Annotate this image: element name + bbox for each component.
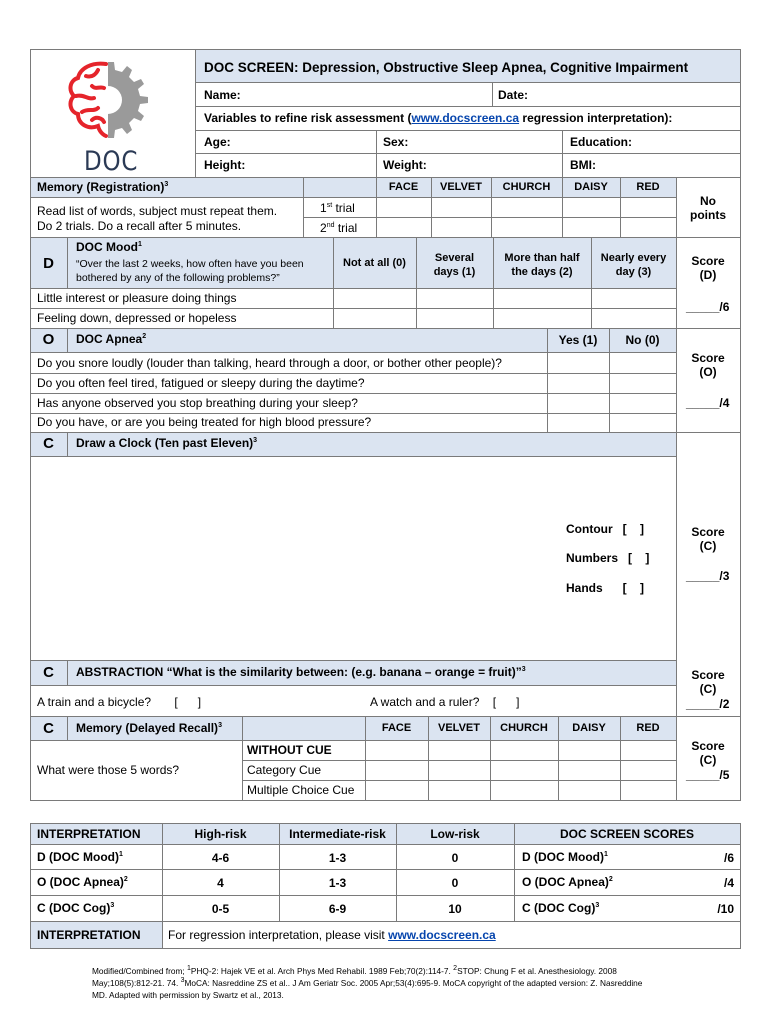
clock-numbers[interactable]: Numbers [ ]: [566, 551, 650, 565]
apnea-question-breathing: Has anyone observed you stop breathing during your sleep?: [37, 396, 358, 410]
recall-question: What were those 5 words?: [37, 763, 180, 777]
height-label: Height:: [204, 158, 246, 172]
registration-instruction-1: Read list of words, subject must repeat them.: [37, 204, 278, 218]
footnote-line-2: May;108(5):812-21. 74. $^3$MoCA: Nasreddine ZS et al.. J Am Geriatr Soc. 2005 Apr;53(4):695-9. MoCA copyright of the adapted version: Z. Nasreddine: [92, 977, 643, 988]
recall-word-daisy: DAISY: [572, 722, 606, 734]
apnea-title: DOC Apnea$^2$: [76, 332, 147, 346]
sex-label: Sex:: [383, 135, 409, 149]
clock-drawing-area[interactable]: [31, 457, 551, 659]
no-points-label: No points: [690, 194, 726, 222]
score-o-label: Score (O): [691, 351, 725, 379]
interp-high-o: 4: [217, 876, 224, 890]
word-red: RED: [636, 181, 660, 193]
option-more-than-half: More than half the days (2): [504, 252, 580, 278]
mood-question-2: bothered by any of the following problems?”: [76, 272, 280, 284]
score-recall-label: Score (C): [691, 739, 725, 767]
score-d-field[interactable]: _____/6: [686, 300, 730, 314]
footnote-line-3: MD. Adapted with permission by Swartz et al., 2013.: [92, 990, 284, 1000]
registration-instruction-2: Do 2 trials. Do a recall after 5 minutes.: [37, 219, 242, 233]
footnote-line-1: Modified/Combined from; $^1$PHQ-2: Hajek VE et al. Arch Phys Med Rehabil. 1989 Feb;70(2):114-7. $^2$STOP: Chung F et al. Anesthesiology. 2008: [92, 965, 617, 976]
mood-title: DOC Mood$^1$: [76, 240, 142, 254]
mood-item-depressed: Feeling down, depressed or hopeless: [37, 311, 237, 325]
trial-2-label: 2nd trial: [320, 221, 358, 235]
interp-low-d: 0: [451, 851, 459, 865]
interp-score-o[interactable]: /4: [723, 876, 734, 890]
option-several-days: Several days (1): [433, 252, 476, 278]
score-abstraction-label: Score (C): [691, 668, 725, 696]
footnote: [92, 965, 642, 1001]
interp-header-high: High-risk: [194, 827, 247, 841]
word-church: CHURCH: [502, 181, 551, 193]
apnea-yes: Yes (1): [558, 333, 598, 347]
cue-category: Category Cue: [247, 763, 322, 777]
option-not-at-all: Not at all (0): [343, 257, 406, 269]
interp-footer-label: INTERPRETATION: [37, 928, 141, 942]
interp-score-d[interactable]: /6: [723, 851, 734, 865]
docscreen-link[interactable]: www.docscreen.ca: [411, 111, 520, 125]
apnea-question-tired: Do you often feel tired, fatigued or sleepy during the daytime?: [37, 376, 365, 390]
interp-header-low: Low-risk: [430, 827, 480, 841]
abstraction-item-watch[interactable]: A watch and a ruler? [ ]: [370, 695, 520, 709]
interp-score-label-c: C (DOC Cog)$^3$: [522, 901, 600, 915]
date-label: Date:: [498, 88, 529, 102]
recall-letter: C: [43, 720, 54, 737]
age-label: Age:: [204, 135, 231, 149]
interp-header-interpretation: INTERPRETATION: [37, 827, 141, 841]
recall-title: Memory (Delayed Recall)$^3$: [76, 721, 222, 735]
cue-without: WITHOUT CUE: [247, 743, 332, 757]
interp-mid-o: 1-3: [328, 876, 347, 890]
memory-registration-title: Memory (Registration)$^3$: [37, 180, 169, 194]
cue-multiple-choice: Multiple Choice Cue: [247, 783, 355, 797]
interp-score-label-o: O (DOC Apnea)$^2$: [522, 875, 613, 889]
score-o-field[interactable]: _____/4: [686, 396, 730, 410]
clock-letter: C: [43, 435, 54, 452]
docscreen-footer-link[interactable]: www.docscreen.ca: [388, 928, 496, 942]
apnea-no: No (0): [625, 333, 660, 347]
score-d-label: Score (D): [691, 254, 725, 282]
word-velvet: VELVET: [440, 181, 482, 193]
word-face: FACE: [388, 181, 419, 193]
mood-letter: D: [43, 255, 54, 272]
trial-1-label: 1st trial: [320, 201, 355, 215]
interp-mid-d: 1-3: [328, 851, 347, 865]
variables-row: [204, 112, 672, 124]
recall-word-red: RED: [636, 722, 660, 734]
clock-title: Draw a Clock (Ten past Eleven)$^3$: [76, 436, 258, 450]
interp-low-o: 0: [451, 876, 459, 890]
brain-gear-icon: [62, 56, 154, 148]
option-nearly-every-day: Nearly every day (3): [600, 252, 667, 278]
bmi-label: BMI:: [570, 158, 596, 172]
score-clock-field[interactable]: _____/3: [686, 569, 730, 583]
logo-text: DOC: [84, 146, 139, 177]
apnea-letter: O: [42, 331, 55, 348]
recall-word-face: FACE: [381, 722, 412, 734]
weight-label: Weight:: [383, 158, 427, 172]
abstraction-letter: C: [43, 664, 54, 681]
interp-header-intermediate: Intermediate-risk: [289, 827, 386, 841]
doc-logo: [62, 56, 154, 177]
interp-row-label: D (DOC Mood)$^1$: [37, 850, 123, 864]
apnea-question-snore: Do you snore loudly (louder than talking, heard through a door, or bother other people)?: [37, 356, 502, 370]
abstraction-title: ABSTRACTION “What is the similarity between: (e.g. banana – orange = fruit)”$^3$: [76, 665, 526, 679]
name-label: Name:: [204, 88, 241, 102]
education-label: Education:: [570, 135, 632, 149]
interp-high-d: 4-6: [211, 851, 230, 865]
interp-score-c[interactable]: /10: [717, 902, 734, 916]
interp-row-label: O (DOC Apnea)$^2$: [37, 875, 128, 889]
page-title: DOC SCREEN: Depression, Obstructive Sleep Apnea, Cognitive Impairment: [204, 60, 689, 75]
word-daisy: DAISY: [574, 181, 608, 193]
mood-question-1: “Over the last 2 weeks, how often have you been: [76, 258, 304, 270]
recall-word-velvet: VELVET: [438, 722, 480, 734]
interp-mid-c: 6-9: [328, 902, 347, 916]
score-clock-label: Score (C): [691, 525, 725, 553]
interp-header-scores: DOC SCREEN SCORES: [559, 827, 695, 841]
variables-prefix: Variables to refine risk assessment (: [204, 111, 412, 125]
abstraction-item-train[interactable]: A train and a bicycle? [ ]: [37, 695, 202, 709]
interp-low-c: 10: [448, 902, 462, 916]
recall-word-church: CHURCH: [500, 722, 548, 734]
interp-score-label-d: D (DOC Mood)$^1$: [522, 850, 608, 864]
mood-item-interest: Little interest or pleasure doing things: [37, 291, 237, 305]
apnea-question-pressure: Do you have, or are you being treated for high blood pressure?: [37, 415, 372, 429]
score-abstraction-field[interactable]: _____/2: [686, 697, 730, 711]
clock-hands[interactable]: Hands [ ]: [566, 581, 645, 595]
clock-contour[interactable]: Contour [ ]: [566, 522, 644, 536]
interp-row-label: C (DOC Cog)$^3$: [37, 901, 115, 915]
score-recall-field[interactable]: _____/5: [686, 768, 730, 782]
interp-high-c: 0-5: [211, 902, 230, 916]
interp-footer-text: For regression interpretation, please visit www.docscreen.ca: [168, 928, 496, 942]
variables-suffix: regression interpretation):: [519, 111, 673, 125]
